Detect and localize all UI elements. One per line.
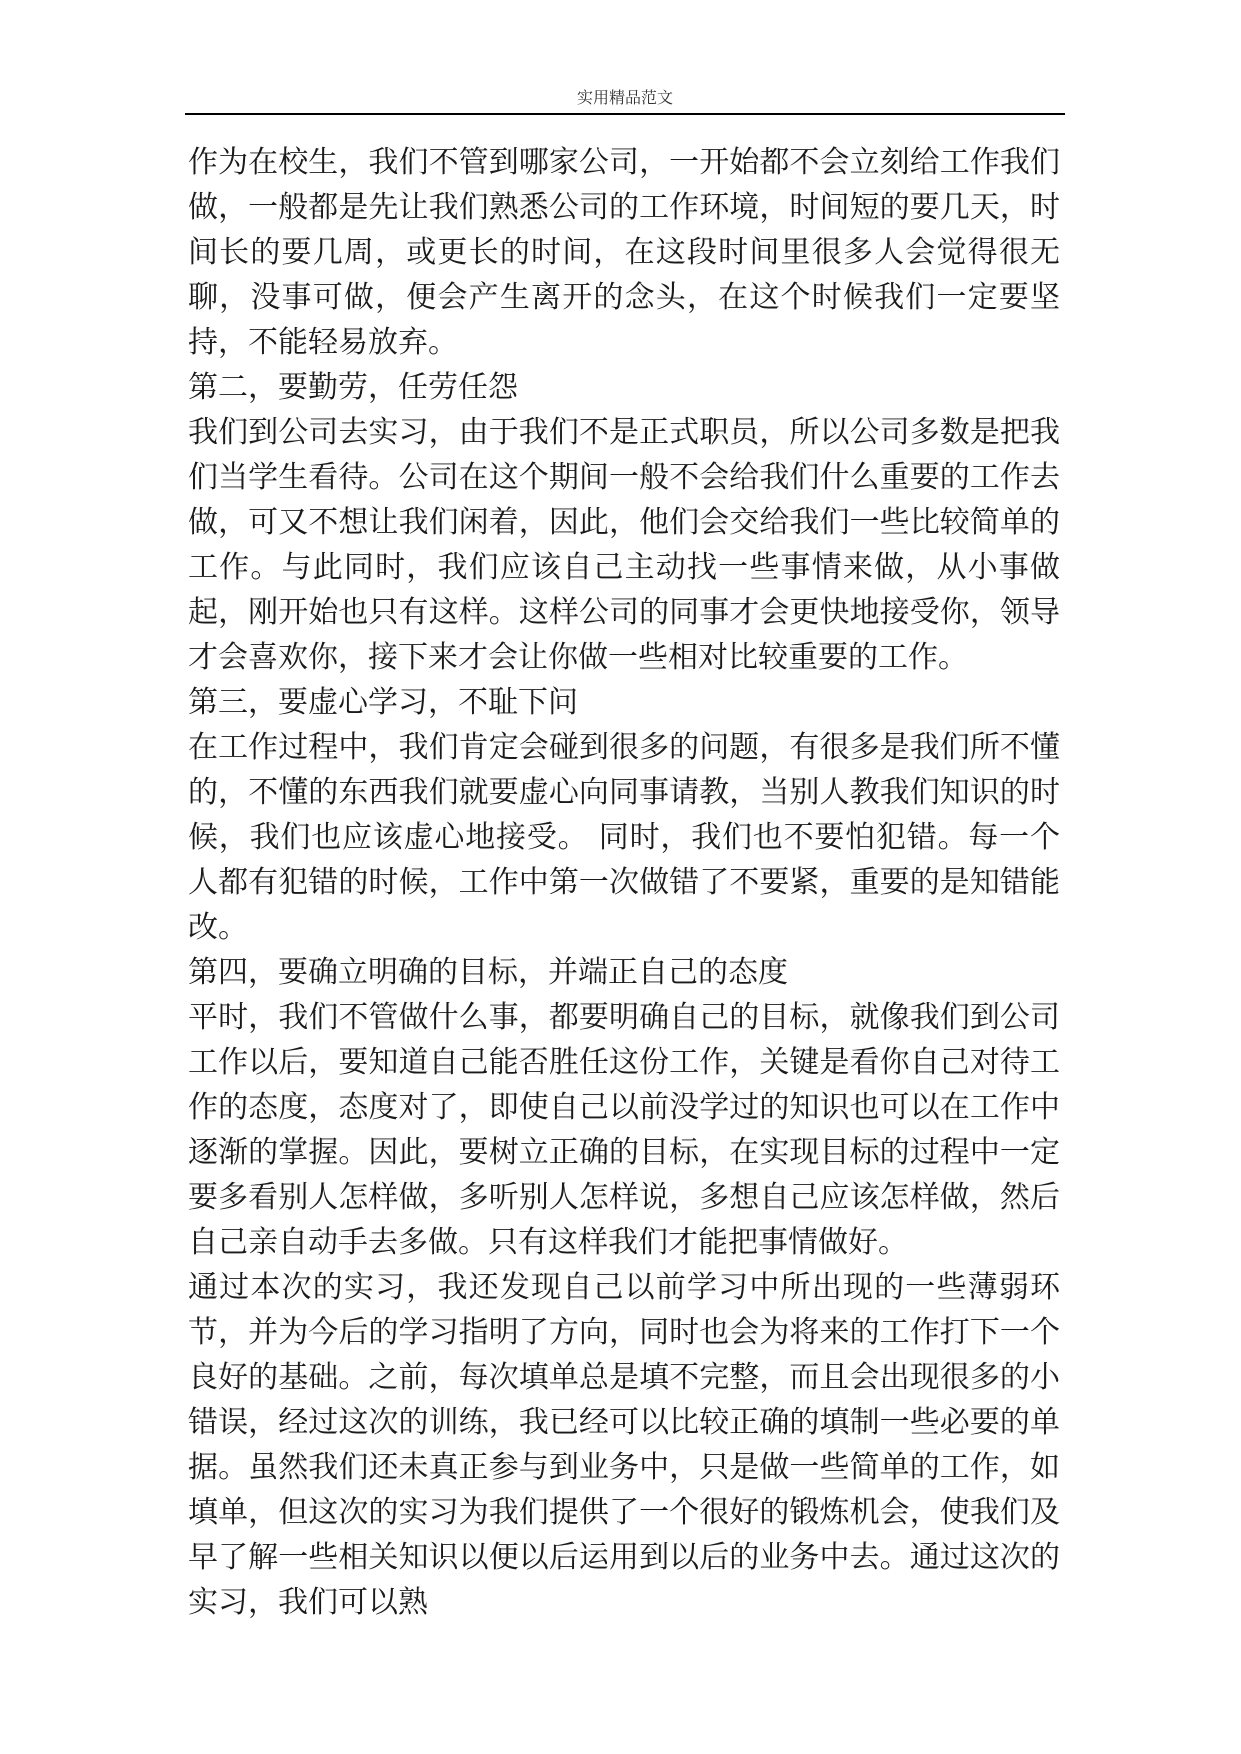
section-heading: 第三，要虚心学习，不耻下问 — [188, 685, 578, 720]
header-divider — [185, 113, 1065, 115]
page-header-title: 实用精品范文 — [576, 88, 673, 107]
paragraph: 我们到公司去实习，由于我们不是正式职员，所以公司多数是把我们当学生看待。公司在这个期间一般不会给我们什么重要的工作去做，可又不想让我们闲着，因此，他们会交给我们一些比较简单的工作。与此同时，我们应该自己主动找一些事情来做，从小事做起，刚开始也只有这样。这样公司的同事才会更快地接受你，领导才会喜欢你，接下来才会让你做一些相对比较重要的工作。 — [188, 415, 1060, 675]
paragraph: 通过本次的实习，我还发现自己以前学习中所出现的一些薄弱环节，并为今后的学习指明了方向，同时也会为将来的工作打下一个良好的基础。之前，每次填单总是填不完整，而且会出现很多的小错误，经过这次的训练，我已经可以比较正确的填制一些必要的单据。虽然我们还未真正参与到业务中，只是做一些简单的工作，如填单，但这次的实习为我们提供了一个很好的锻炼机会，使我们及早了解一些相关知识以便以后运用到以后的业务中去。通过这次的实习，我们可以熟 — [188, 1270, 1060, 1620]
paragraph: 平时，我们不管做什么事，都要明确自己的目标，就像我们到公司工作以后，要知道自己能否胜任这份工作，关键是看你自己对待工作的态度，态度对了，即使自己以前没学过的知识也可以在工作中逐渐的掌握。因此，要树立正确的目标，在实现目标的过程中一定要多看别人怎样做，多听别人怎样说，多想自己应该怎样做，然后自己亲自动手去多做。只有这样我们才能把事情做好。 — [188, 1000, 1060, 1260]
paragraph: 在工作过程中，我们肯定会碰到很多的问题，有很多是我们所不懂的，不懂的东西我们就要虚心向同事请教，当别人教我们知识的时候，我们也应该虚心地接受。 同时，我们也不要怕犯错。每一个人都有犯错的时候，工作中第一次做错了不要紧，重要的是知错能改。 — [188, 730, 1060, 945]
paragraph: 作为在校生，我们不管到哪家公司，一开始都不会立刻给工作我们做，一般都是先让我们熟悉公司的工作环境，时间短的要几天，时间长的要几周，或更长的时间，在这段时间里很多人会觉得很无聊，没事可做，便会产生离开的念头，在这个时候我们一定要坚持，不能轻易放弃。 — [188, 145, 1060, 360]
section-heading: 第四，要确立明确的目标，并端正自己的态度 — [188, 955, 788, 990]
document-body — [188, 140, 1060, 1625]
section-heading: 第二，要勤劳，任劳任怨 — [188, 370, 518, 405]
